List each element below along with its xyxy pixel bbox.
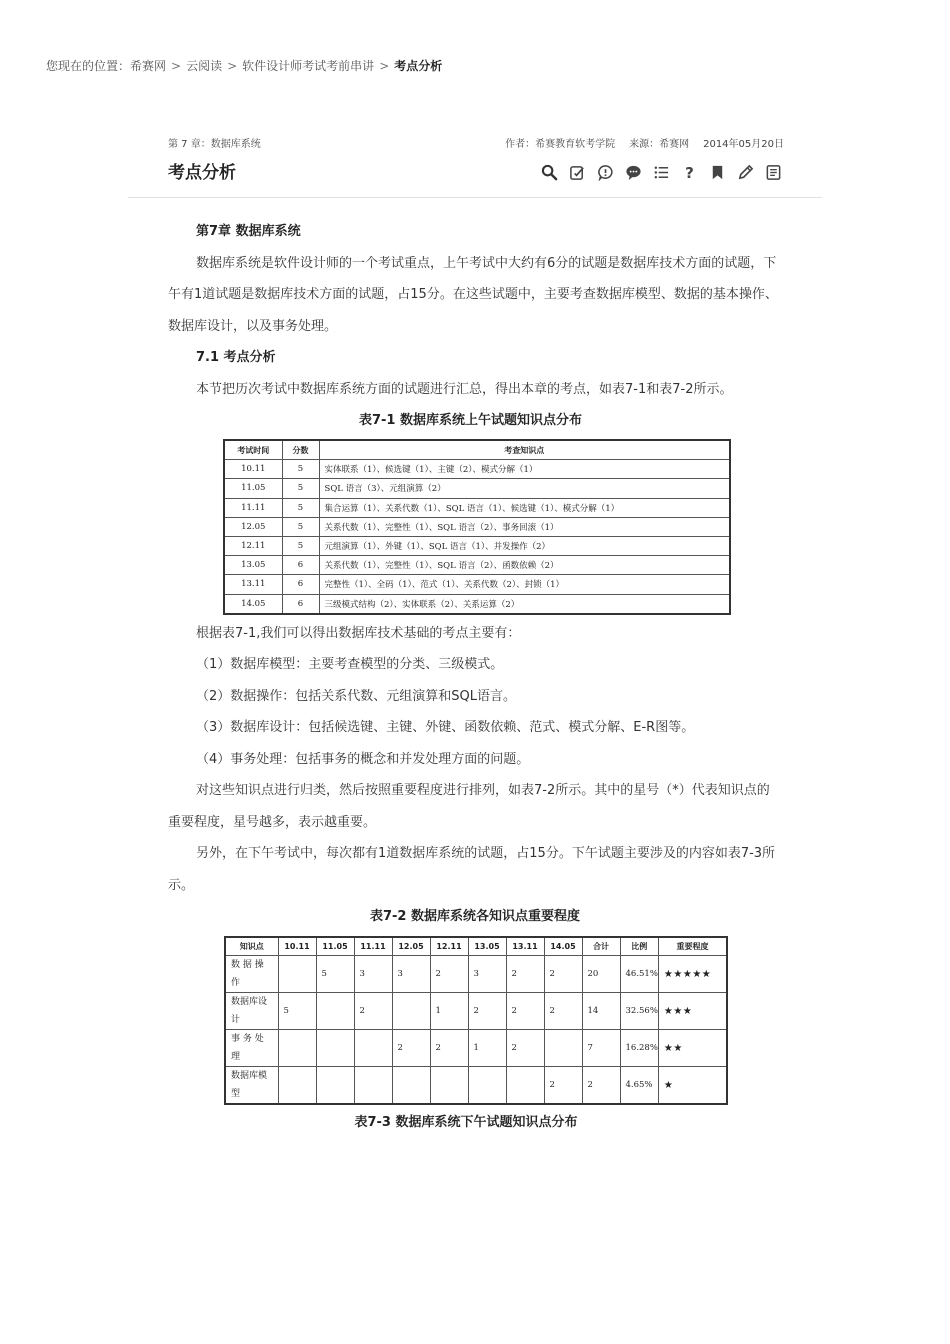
table-cell: 12.05: [224, 517, 282, 536]
search-icon[interactable]: [540, 163, 559, 182]
table-cell: 2: [354, 993, 392, 1030]
table-cell: 11.05: [224, 479, 282, 498]
comment-icon[interactable]: [624, 163, 643, 182]
table-cell: 2: [544, 993, 582, 1030]
table-header-cell: 分数: [282, 440, 319, 460]
article-meta: [505, 135, 784, 150]
table-cell: [316, 1067, 354, 1105]
table-cell: 11.11: [224, 498, 282, 517]
table-cell: 16.28%: [620, 1030, 658, 1067]
table-row: [224, 536, 730, 555]
table-cell: [278, 956, 316, 993]
table-cell: 2: [392, 1030, 430, 1067]
table-cell: 2: [468, 993, 506, 1030]
table-row: [225, 956, 727, 993]
table-morning-distribution: [223, 439, 731, 615]
table-header-row: [225, 937, 727, 956]
table-cell: 14.05: [224, 594, 282, 614]
table-cell: [430, 1067, 468, 1105]
table-cell: 三级模式结构（2）、实体联系（2）、关系运算（2）: [319, 594, 730, 614]
table-header-cell: 12.11: [430, 937, 468, 956]
table-cell: [278, 1067, 316, 1105]
notes-icon[interactable]: [764, 163, 783, 182]
table-cell: 20: [582, 956, 620, 993]
chapter-label: 第 7 章：数据库系统: [168, 139, 261, 150]
table-header-row: [224, 440, 730, 460]
breadcrumb: [46, 57, 442, 74]
table-header-cell: 13.05: [468, 937, 506, 956]
table-cell: 关系代数（1）、完整性（1）、SQL 语言（2）、事务回滚（1）: [319, 517, 730, 536]
table-cell: 10.11: [224, 460, 282, 479]
table-row: [224, 517, 730, 536]
edit-note-icon[interactable]: [568, 163, 587, 182]
table-cell: 实体联系（1）、候选键（1）、主键（2）、模式分解（1）: [319, 460, 730, 479]
author: 作者：希赛教育软考学院: [505, 139, 616, 150]
table-cell: [316, 993, 354, 1030]
table1-caption: 表7-1 数据库系统上午试题知识点分布: [358, 413, 582, 428]
summary-paragraph: 本节把历次考试中数据库系统方面的试题进行汇总，得出本章的考点，如表7-1和表7-2所示。: [196, 381, 733, 397]
table-cell: [316, 1030, 354, 1067]
table-cell: 2: [506, 1030, 544, 1067]
table-cell: 数 据 操 作: [225, 956, 278, 993]
table-cell: 3: [468, 956, 506, 993]
after-table1-paragraph: 根据表7-1,我们可以得出数据库技术基础的考点主要有：: [196, 625, 521, 641]
table-cell: [278, 1030, 316, 1067]
table-cell: 2: [544, 1067, 582, 1105]
table-cell: [392, 993, 430, 1030]
bookmark-icon[interactable]: [708, 163, 727, 182]
chapter-heading: 第7章 数据库系统: [196, 224, 301, 239]
table-header-cell: 10.11: [278, 937, 316, 956]
point-item: （4）事务处理：包括事务的概念和并发处理方面的问题。: [196, 751, 530, 767]
source: 来源：希赛网: [629, 139, 690, 150]
table-cell: 13.05: [224, 556, 282, 575]
table-header-cell: 合计: [582, 937, 620, 956]
table-row: [224, 575, 730, 594]
table-cell: [354, 1067, 392, 1105]
table-row: [225, 1067, 727, 1105]
table-importance: [224, 936, 728, 1105]
table-row: [224, 460, 730, 479]
table-header-cell: 14.05: [544, 937, 582, 956]
breadcrumb-link-cloud-read[interactable]: 云阅读: [186, 59, 223, 73]
table-cell: 12.11: [224, 536, 282, 555]
table-cell: 完整性（1）、全码（1）、范式（1）、关系代数（2）、封锁（1）: [319, 575, 730, 594]
table-header-cell: 考试时间: [224, 440, 282, 460]
importance-stars: ★: [658, 1067, 727, 1105]
breadcrumb-prefix: 您现在的位置：: [46, 59, 131, 73]
table-cell: 6: [282, 556, 319, 575]
importance-stars: ★★★★★: [658, 956, 727, 993]
table-cell: 2: [430, 956, 468, 993]
table-cell: 32.56%: [620, 993, 658, 1030]
table-cell: 2: [506, 956, 544, 993]
list-icon[interactable]: [652, 163, 671, 182]
point-item: （2）数据操作：包括关系代数、元组演算和SQL语言。: [196, 688, 516, 704]
table-row: [224, 479, 730, 498]
table-cell: 3: [354, 956, 392, 993]
table-cell: 14: [582, 993, 620, 1030]
table-cell: 3: [392, 956, 430, 993]
table-header-cell: 12.05: [392, 937, 430, 956]
importance-stars: ★★★: [658, 993, 727, 1030]
table-row: [224, 594, 730, 614]
breadcrumb-current: 考点分析: [394, 59, 443, 73]
table-row: [224, 556, 730, 575]
table-cell: 6: [282, 594, 319, 614]
table-cell: 5: [282, 536, 319, 555]
table3-caption: 表7-3 数据库系统下午试题知识点分布: [354, 1115, 578, 1131]
reader-toolbar: [540, 163, 792, 182]
table-header-cell: 13.11: [506, 937, 544, 956]
table-cell: 元组演算（1）、外键（1）、SQL 语言（1）、并发操作（2）: [319, 536, 730, 555]
point-item: （1）数据库模型：主要考查模型的分类、三级模式。: [196, 657, 504, 673]
table-cell: 事 务 处 理: [225, 1030, 278, 1067]
page-title: 考点分析: [168, 163, 236, 183]
importance-stars: ★★: [658, 1030, 727, 1067]
table-header-cell: 考查知识点: [319, 440, 730, 460]
intro-paragraph: 数据库系统是软件设计师的一个考试重点，上午考试中大约有6分的试题是数据库技术方面的试题，下午有1道试题是数据库技术方面的试题，占15分。在这些试题中，主要考查数据库模型、数据的基本操作、数据库设计，以及事务处理。: [168, 255, 778, 334]
table-header-cell: 11.11: [354, 937, 392, 956]
table-cell: 4.65%: [620, 1067, 658, 1105]
breadcrumb-separator: >: [227, 59, 238, 73]
table-row: [224, 498, 730, 517]
afternoon-paragraph: 另外，在下午考试中，每次都有1道数据库系统的试题，占15分。下午试题主要涉及的内容如表7-3所示。: [168, 846, 776, 893]
table-cell: SQL 语言（3）、元组演算（2）: [319, 479, 730, 498]
table-cell: 数据库模型: [225, 1067, 278, 1105]
table-cell: 关系代数（1）、完整性（1）、SQL 语言（2）、函数依赖（2）: [319, 556, 730, 575]
table-cell: 1: [468, 1030, 506, 1067]
table-header-cell: 重要程度: [658, 937, 727, 956]
table-cell: 5: [282, 460, 319, 479]
table2-caption: 表7-2 数据库系统各知识点重要程度: [369, 909, 580, 925]
table-cell: 6: [282, 575, 319, 594]
table-cell: 5: [282, 517, 319, 536]
table-header-cell: 比例: [620, 937, 658, 956]
table-row: [225, 993, 727, 1030]
alert-icon[interactable]: [596, 163, 615, 182]
table-cell: [354, 1030, 392, 1067]
section-heading: 7.1 考点分析: [196, 350, 276, 365]
table-header-cell: 知识点: [225, 937, 278, 956]
table-cell: 5: [278, 993, 316, 1030]
table-cell: 7: [582, 1030, 620, 1067]
table-cell: 1: [430, 993, 468, 1030]
table-cell: 2: [430, 1030, 468, 1067]
publish-date: 2014年05月20日: [703, 139, 784, 150]
table-cell: 集合运算（1）、关系代数（1）、SQL 语言（1）、候选键（1）、模式分解（1）: [319, 498, 730, 517]
table-cell: 数据库设计: [225, 993, 278, 1030]
breadcrumb-separator: >: [171, 59, 182, 73]
table-cell: [468, 1067, 506, 1105]
table-header-cell: 11.05: [316, 937, 354, 956]
table-cell: 2: [506, 993, 544, 1030]
header-divider: [128, 197, 822, 198]
table-cell: 2: [582, 1067, 620, 1105]
breadcrumb-link-home[interactable]: 希赛网: [130, 59, 167, 73]
pencil-icon[interactable]: [736, 163, 755, 182]
table-cell: 5: [282, 498, 319, 517]
article-body: [168, 216, 782, 1138]
breadcrumb-separator: >: [379, 59, 390, 73]
point-item: （3）数据库设计：包括候选键、主键、外键、函数依赖、范式、模式分解、E-R图等。: [196, 720, 695, 736]
table-cell: 5: [316, 956, 354, 993]
help-icon[interactable]: ?: [685, 163, 694, 182]
breadcrumb-link-book[interactable]: 软件设计师考试考前串讲: [242, 59, 375, 73]
table-cell: 13.11: [224, 575, 282, 594]
table-cell: 2: [544, 956, 582, 993]
table-cell: [506, 1067, 544, 1105]
ranking-paragraph: 对这些知识点进行归类，然后按照重要程度进行排列，如表7-2所示。其中的星号（*）代表知识点的重要程度，星号越多，表示越重要。: [168, 783, 770, 830]
table-row: [225, 1030, 727, 1067]
table-cell: [544, 1030, 582, 1067]
table-cell: 46.51%: [620, 956, 658, 993]
table-cell: [392, 1067, 430, 1105]
table-cell: 5: [282, 479, 319, 498]
